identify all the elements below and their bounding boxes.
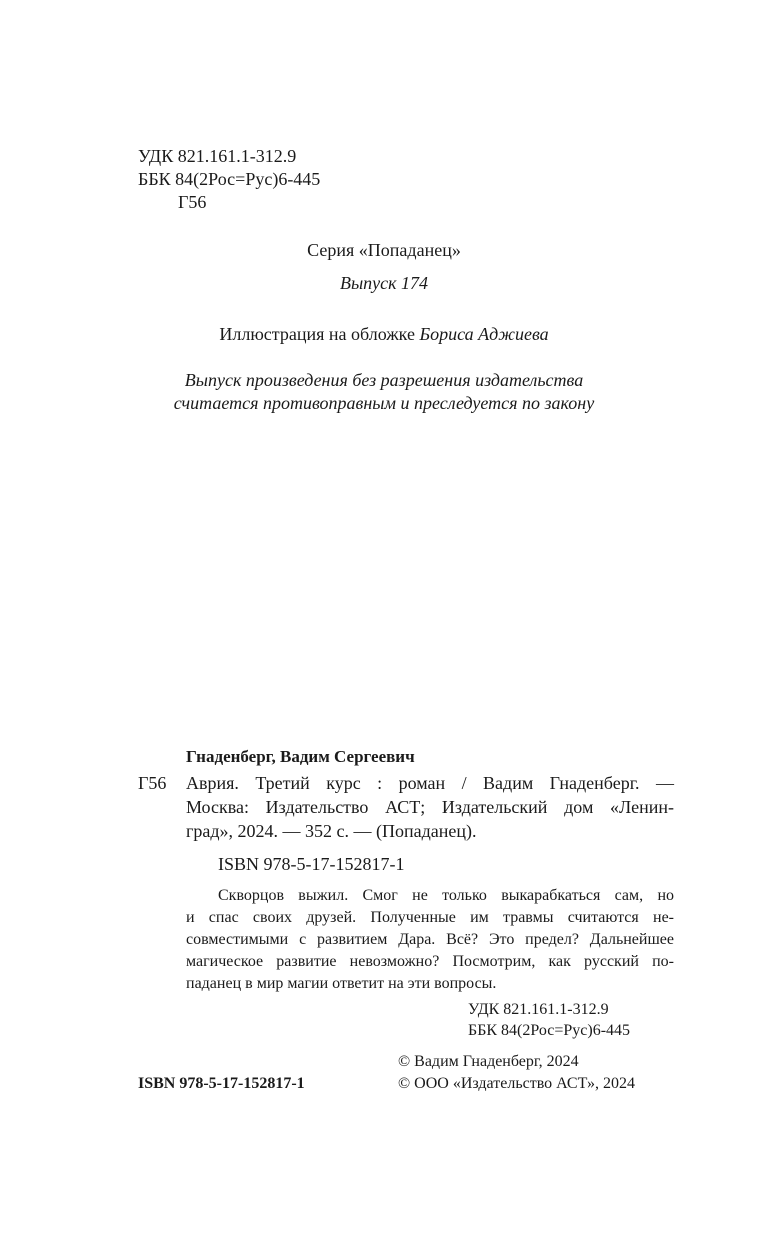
catalog-mark: Г56: [138, 773, 167, 793]
catalog-desc-line-2: Москва: Издательство АСТ; Издательский дом «Ленин-: [186, 797, 674, 817]
catalog-isbn: ISBN 978-5-17-152817-1: [218, 854, 405, 874]
warning-line-1: Выпуск произведения без разрешения издательства: [184, 370, 584, 390]
illustration-prefix: Иллюстрация на обложке: [219, 324, 420, 344]
copyright-author: © Вадим Гнаденберг, 2024: [398, 1053, 579, 1070]
series-issue: Выпуск 174: [339, 273, 429, 293]
warning-line-2: считается противоправным и преследуется по закону: [173, 393, 595, 413]
annotation-line-5: паданец в мир магии ответит на эти вопросы.: [186, 975, 497, 992]
author-mark: Г56: [178, 192, 207, 212]
copyright-publisher: © ООО «Издательство АСТ», 2024: [398, 1075, 635, 1092]
bbk-code: ББК 84(2Рос=Рус)6-445: [138, 169, 321, 189]
footer-udk-code: УДК 821.161.1-312.9: [468, 1001, 609, 1018]
udk-code: УДК 821.161.1-312.9: [138, 146, 297, 166]
annotation-line-4: магическое развитие невозможно? Посмотрим, как русский по-: [186, 953, 674, 970]
isbn-bold: ISBN 978-5-17-152817-1: [138, 1075, 305, 1092]
footer-bbk-code: ББК 84(2Рос=Рус)6-445: [468, 1022, 631, 1039]
catalog-desc-line-1: Аврия. Третий курс : роман / Вадим Гнаденберг. —: [186, 773, 674, 793]
catalog-author: Гнаденберг, Вадим Сергеевич: [186, 747, 415, 766]
illustration-credit: [0, 322, 768, 346]
series-title: Серия «Попаданец»: [307, 240, 461, 260]
annotation-line-3: совместимыми с развитием Дара. Всё? Это предел? Дальнейшее: [186, 931, 674, 948]
illustration-artist: Бориса Аджиева: [419, 324, 549, 344]
catalog-desc-line-3: град», 2024. — 352 с. — (Попаданец).: [186, 821, 477, 841]
annotation-line-2: и спас своих друзей. Полученные им травмы считаются не-: [186, 909, 674, 926]
annotation-line-1: Скворцов выжил. Смог не только выкарабкаться сам, но: [218, 887, 674, 904]
